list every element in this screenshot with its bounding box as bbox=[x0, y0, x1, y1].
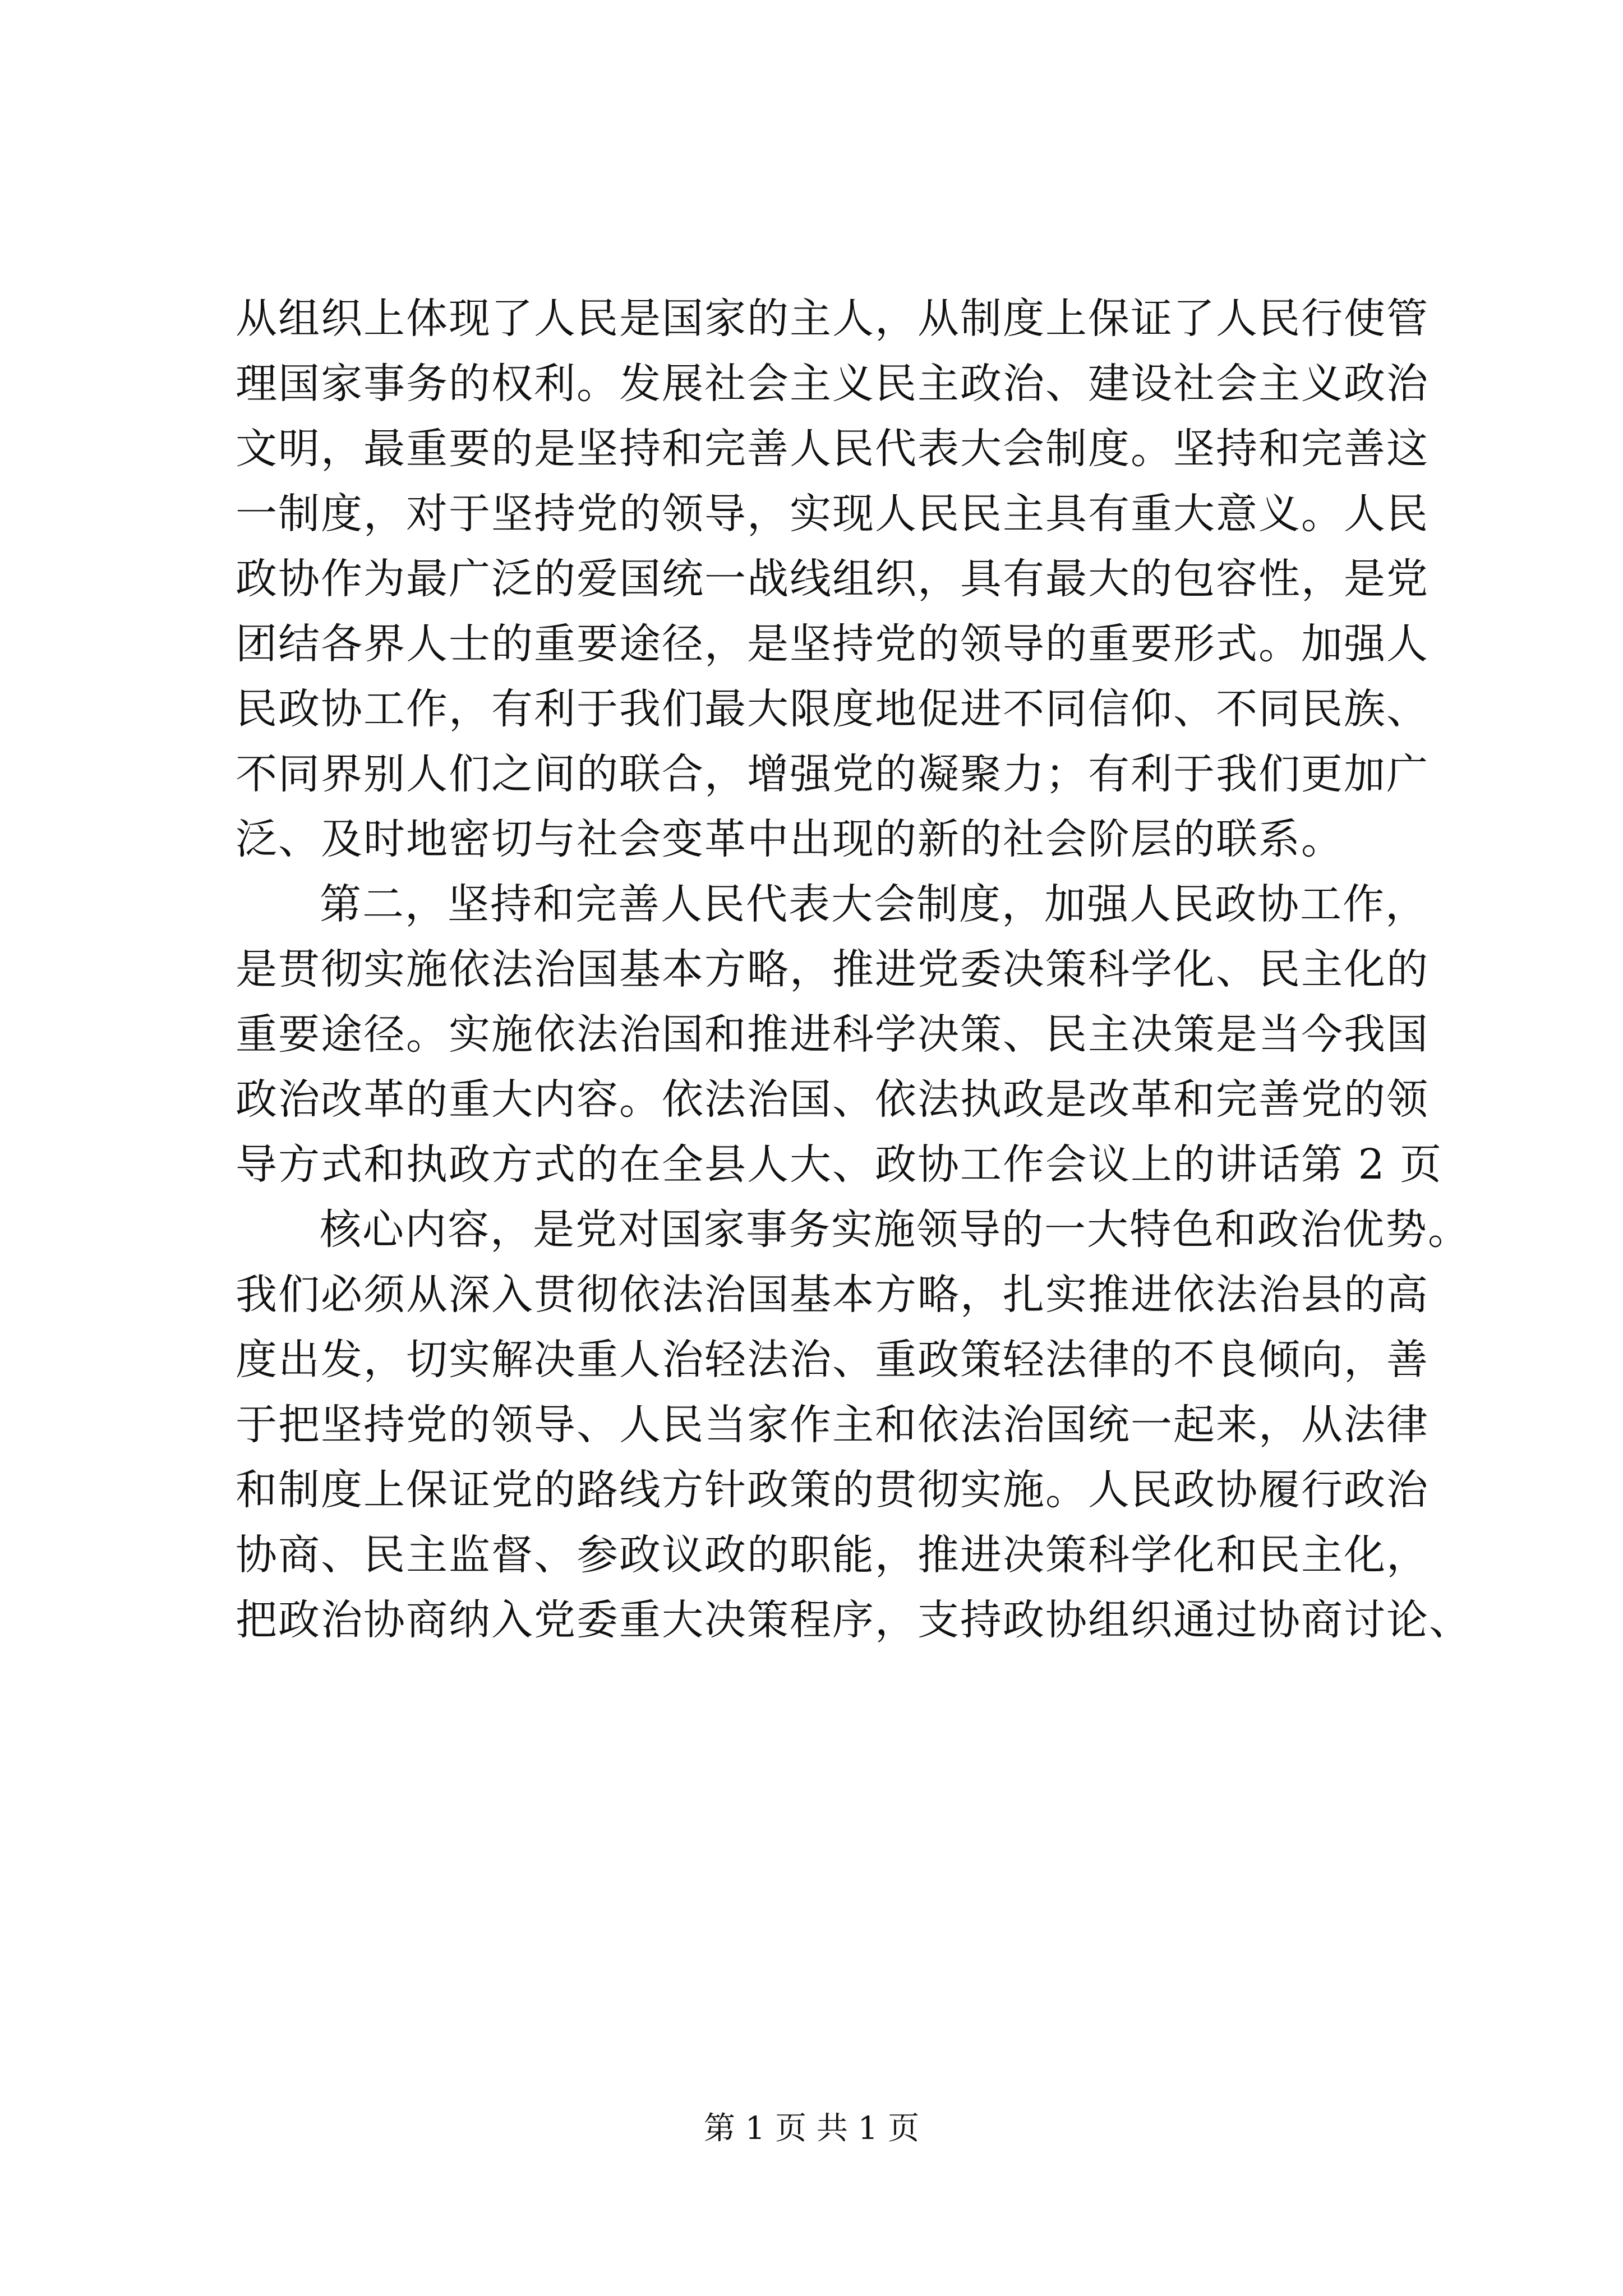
paragraph-start-line: 第二，坚持和完善人民代表大会制度，加强人民政协工作， bbox=[320, 880, 1428, 928]
text-line: 协商、民主监督、参政议政的职能，推进决策科学化和民主化， bbox=[236, 1531, 1429, 1579]
document-body bbox=[236, 286, 1472, 1653]
text-line: 政治改革的重大内容。依法治国、依法执政是改革和完善党的领 bbox=[236, 1075, 1429, 1124]
text-line: 团结各界人士的重要途径，是坚持党的领导的重要形式。加强人 bbox=[236, 620, 1429, 668]
text-line: 和制度上保证党的路线方针政策的贯彻实施。人民政协履行政治 bbox=[236, 1466, 1429, 1514]
text-line: 导方式和执政方式的在全县人大、政协工作会议上的讲话第 2 页 bbox=[236, 1140, 1443, 1189]
text-line: 把政治协商纳入党委重大决策程序，支持政协组织通过协商讨论、 bbox=[236, 1596, 1472, 1644]
text-line: 政协作为最广泛的爱国统一战线组织，具有最大的包容性，是党 bbox=[236, 555, 1429, 603]
paragraph-start-line: 核心内容，是党对国家事务实施领导的一大特色和政治优势。 bbox=[320, 1205, 1470, 1254]
text-line: 是贯彻实施依法治国基本方略，推进党委决策科学化、民主化的 bbox=[236, 945, 1429, 993]
text-line: 重要途径。实施依法治国和推进科学决策、民主决策是当今我国 bbox=[236, 1010, 1429, 1059]
text-line: 从组织上体现了人民是国家的主人，从制度上保证了人民行使管 bbox=[236, 295, 1429, 343]
text-line: 理国家事务的权利。发展社会主义民主政治、建设社会主义政治 bbox=[236, 360, 1429, 408]
text-line: 不同界别人们之间的联合，增强党的凝聚力；有利于我们更加广 bbox=[236, 750, 1429, 798]
text-line: 文明，最重要的是坚持和完善人民代表大会制度。坚持和完善这 bbox=[236, 425, 1429, 473]
text-line: 我们必须从深入贯彻依法治国基本方略，扎实推进依法治县的高 bbox=[236, 1271, 1429, 1319]
text-line: 于把坚持党的领导、人民当家作主和依法治国统一起来，从法律 bbox=[236, 1401, 1429, 1449]
text-line: 一制度，对于坚持党的领导，实现人民民主具有重大意义。人民 bbox=[236, 490, 1429, 538]
text-line: 度出发，切实解决重人治轻法治、重政策轻法律的不良倾向，善 bbox=[236, 1336, 1429, 1384]
text-line: 民政协工作，有利于我们最大限度地促进不同信仰、不同民族、 bbox=[236, 685, 1429, 733]
text-line: 泛、及时地密切与社会变革中出现的新的社会阶层的联系。 bbox=[236, 815, 1344, 863]
page-footer: 第 1 页 共 1 页 bbox=[703, 2110, 920, 2147]
